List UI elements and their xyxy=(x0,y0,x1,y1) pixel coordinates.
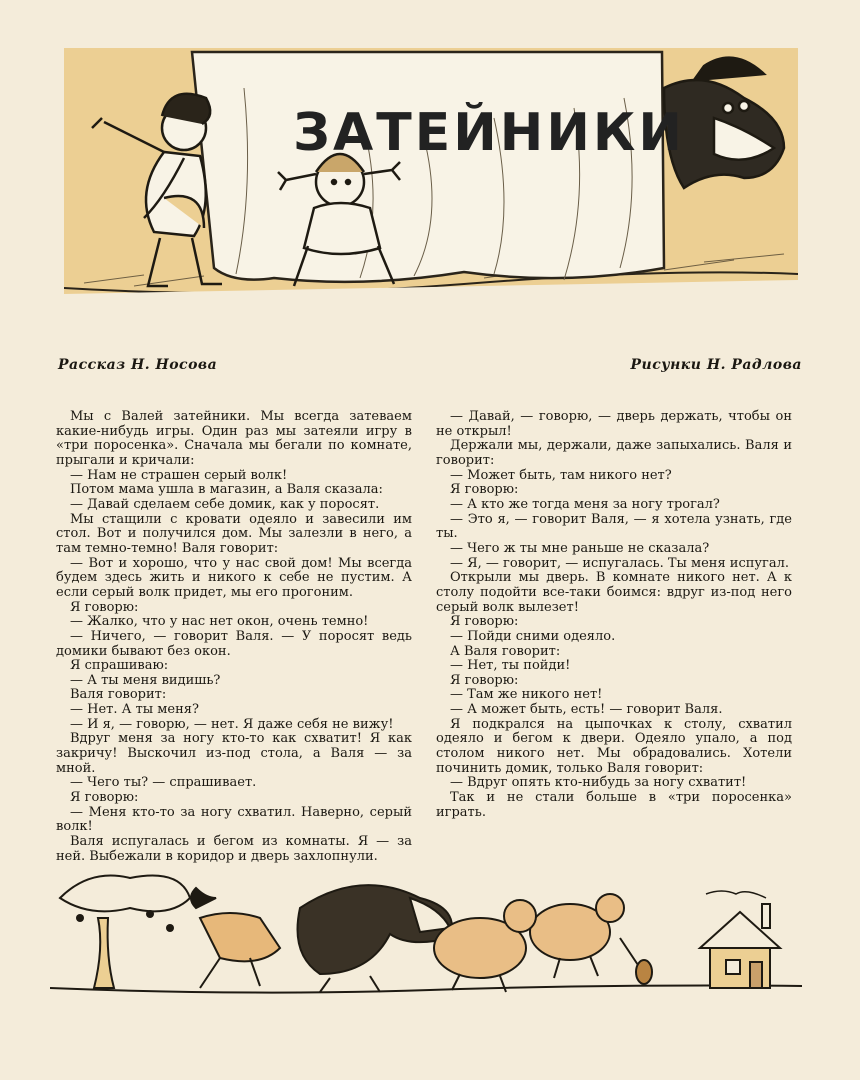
paragraph: — Давай, — говорю, — дверь держать, чтобы он не открыл! xyxy=(436,409,792,439)
paragraph: — Жалко, что у нас нет окон, очень темно! xyxy=(70,614,369,630)
paragraph: — Вот и хорошо, что у нас свой дом! Мы всегда будем здесь жить и никого к себе не пустим. А если серый волк придет, мы его прогоним. xyxy=(56,555,412,600)
tree-icon xyxy=(60,876,190,989)
paragraph: — Может быть, там никого нет? xyxy=(450,467,672,483)
paragraph: Я спрашиваю: xyxy=(70,658,169,674)
wolf-icon xyxy=(298,885,453,992)
house-icon xyxy=(700,891,780,988)
running-boy-icon xyxy=(191,888,280,988)
paragraph: — Я, — говорит, — испугалась. Ты меня испугал. xyxy=(450,555,790,571)
paragraph: Держали мы, держали, даже запыхались. Валя и говорит: xyxy=(436,438,792,468)
paragraph: — Пойди сними одеяло. xyxy=(450,628,616,644)
paragraph: — Нет, ты пойди! xyxy=(450,658,571,674)
paragraph: Я говорю: xyxy=(70,790,139,806)
illustrator-credit: Рисунки Н. Радлова xyxy=(630,357,802,373)
paragraph: — А кто же тогда меня за ногу трогал? xyxy=(450,496,720,512)
paragraph: Мы с Валей затейники. Мы всегда затеваем какие-нибудь игры. Один раз мы затеяли игру в «три поросенка». Сначала мы бегали по комнате, прыгали и кричали: xyxy=(56,409,412,468)
paragraph: Валя испугалась и бегом из комнаты. Я — за ней. Выбежали в коридор и дверь захлопнули. xyxy=(56,834,412,864)
header-illustration-drawing xyxy=(64,48,798,303)
paragraph: — Ничего, — говорит Валя. — У поросят ведь домики бывают без окон. xyxy=(56,628,412,659)
paragraph: — А может быть, есть! — говорит Валя. xyxy=(450,702,723,718)
paragraph: Валя говорит: xyxy=(70,687,167,703)
paragraph: Я говорю: xyxy=(450,614,519,630)
paragraph: — Меня кто-то за ногу схватил. Наверно, серый волк! xyxy=(56,804,412,835)
paragraph: — Вдруг опять кто-нибудь за ногу схватит! xyxy=(450,775,747,791)
paragraph: Я говорю: xyxy=(450,672,519,688)
author-credit: Рассказ Н. Носова xyxy=(58,357,218,373)
story-column-left xyxy=(56,410,412,864)
paragraph: Я говорю: xyxy=(450,482,519,498)
paragraph: — Это я, — говорит Валя, — я хотела узнать, где ты. xyxy=(436,511,792,542)
paragraph: — Чего ты? — спрашивает. xyxy=(70,775,257,791)
paragraph: Так и не стали больше в «три поросенка» играть. xyxy=(436,790,792,820)
paragraph: Мы стащили с кровати одеяло и завесили им стол. Вот и получился дом. Мы залезли в него, а там темно-темно! Валя говорит: xyxy=(56,511,412,556)
paragraph: Открыли мы дверь. В комнате никого нет. А к столу подойти все-таки боимся: вдруг из-под него серый волк вылезет! xyxy=(436,570,792,615)
paragraph: — Чего ж ты мне раньше не сказала? xyxy=(450,540,710,556)
paragraph: — Нам не страшен серый волк! xyxy=(70,467,288,483)
paragraph: Я подкрался на цыпочках к столу, схватил одеяло и бегом к двери. Одеяло упало, а под столом никого нет. Мы обрадовались. Хотели починить домик, только Валя говорит: xyxy=(436,716,792,776)
pigs-icon xyxy=(434,894,652,992)
paragraph: А Валя говорит: xyxy=(450,643,561,659)
paragraph: — И я, — говорю, — нет. Я даже себя не вижу! xyxy=(70,716,394,732)
story-column-right xyxy=(436,410,792,820)
paragraph: Я говорю: xyxy=(70,599,139,615)
paragraph: — А ты меня видишь? xyxy=(70,672,221,688)
header-illustration xyxy=(64,48,798,303)
footer-illustration xyxy=(50,868,802,1008)
footer-illustration-drawing xyxy=(50,868,802,1008)
paragraph: — Нет. А ты меня? xyxy=(70,702,199,718)
page-title: ЗАТЕЙНИКИ xyxy=(293,103,685,163)
paragraph: Вдруг меня за ногу кто-то как схватит! Я как закричу! Выскочил из-под стола, а Валя — за мной. xyxy=(56,731,412,776)
paragraph: — Там же никого нет! xyxy=(450,687,603,703)
paragraph: Потом мама ушла в магазин, а Валя сказала: xyxy=(70,482,383,498)
paragraph: — Давай сделаем себе домик, как у поросят. xyxy=(70,496,380,512)
